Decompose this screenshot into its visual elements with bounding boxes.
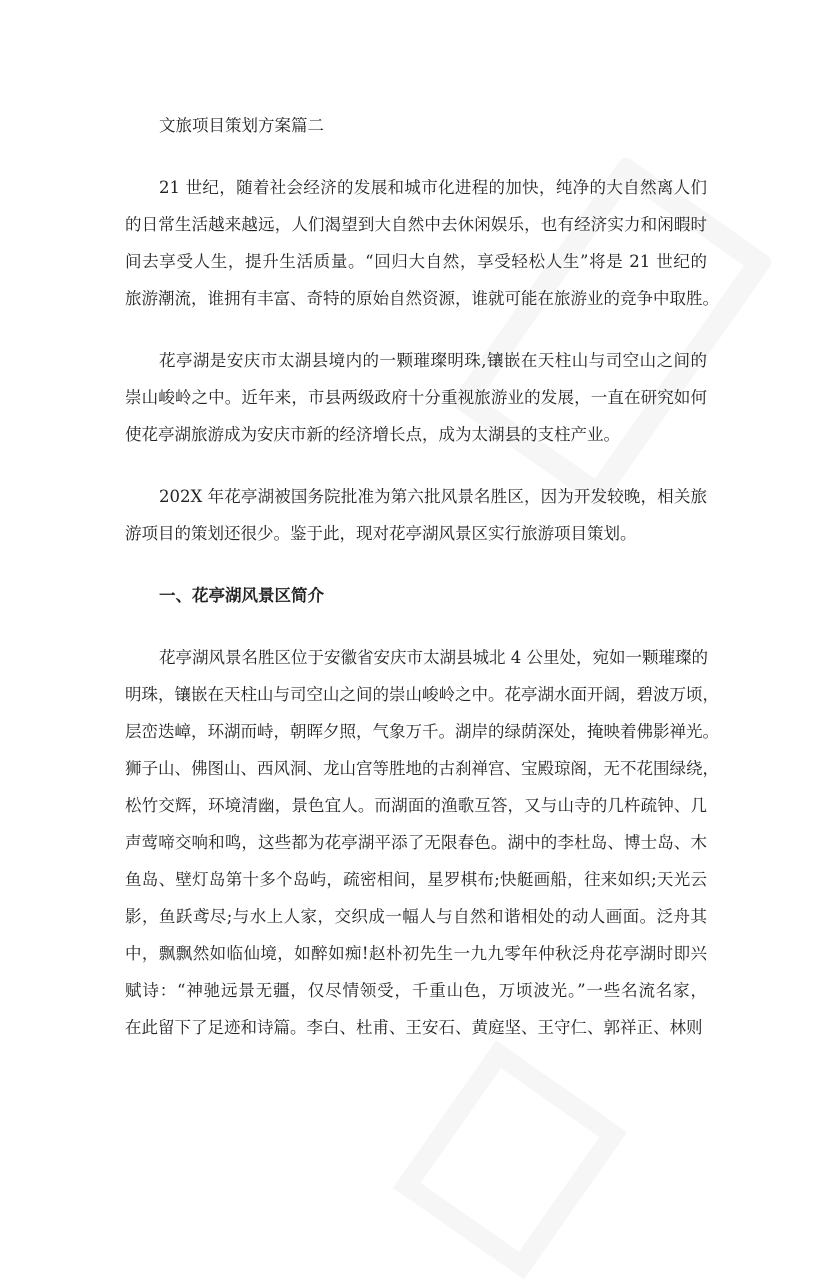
- text-line: 一、花亭湖风景区简介: [159, 586, 324, 605]
- text-line: 使花亭湖旅游成为安庆市新的经济增长点，成为太湖县的支柱产业。: [125, 425, 620, 444]
- text-line: 声莺啼交响和鸣，这些都为花亭湖平添了无限春色。湖中的李杜岛、博士岛、木: [125, 833, 707, 852]
- text-line: 旅游潮流，谁拥有丰富、奇特的原始自然资源，谁就可能在旅游业的竞争中取胜。: [125, 289, 719, 308]
- paragraph: [125, 342, 707, 453]
- text-line: 狮子山、佛图山、西风洞、龙山宫等胜地的古刹禅宫、宝殿琼阁，无不花围绿绕，: [125, 759, 719, 778]
- watermark: [393, 1040, 627, 1279]
- text-line: 花亭湖风景名胜区位于安徽省安庆市太湖县城北 4 公里处，宛如一颗璀璨的: [159, 648, 708, 667]
- text-line: 在此留下了足迹和诗篇。李白、杜甫、王安石、黄庭坚、王守仁、郭祥正、林则: [125, 1018, 703, 1037]
- text-line: 鱼岛、壁灯岛第十多个岛屿，疏密相间，星罗棋布;快艇画船，往来如织;天光云: [125, 870, 707, 889]
- paragraph: [125, 639, 719, 1046]
- text-line: 影，鱼跃鸢尽;与水上人家，交织成一幅人与自然和谐相处的动人画面。泛舟其: [125, 907, 707, 926]
- text-line: 间去享受人生，提升生活质量。“回归大自然，享受轻松人生”将是 21 世纪的: [125, 252, 707, 271]
- document-page: [125, 107, 719, 1071]
- document-title: [125, 107, 707, 144]
- text-line: 中，飘飘然如临仙境，如醉如痴!赵朴初先生一九九零年仲秋泛舟花亭湖时即兴: [125, 944, 707, 963]
- text-line: 202X 年花亭湖被国务院批准为第六批风景名胜区，因为开发较晚，相关旅: [159, 487, 707, 506]
- text-line: 的日常生活越来越远，人们渴望到大自然中去休闲娱乐，也有经济实力和闲暇时: [125, 215, 707, 234]
- paragraph: [125, 478, 707, 552]
- text-line: 明珠，镶嵌在天柱山与司空山之间的崇山峻岭之中。花亭湖水面开阔，碧波万顷，: [125, 685, 719, 704]
- text-line: 文旅项目策划方案篇二: [159, 116, 324, 135]
- text-line: 21 世纪，随着社会经济的发展和城市化进程的加快，纯净的大自然离人们: [159, 178, 707, 197]
- text-line: 花亭湖是安庆市太湖县境内的一颗璀璨明珠,镶嵌在天柱山与司空山之间的: [159, 351, 707, 370]
- section-heading: [125, 577, 707, 614]
- text-line: 游项目的策划还很少。鉴于此，现对花亭湖风景区实行旅游项目策划。: [125, 524, 637, 543]
- text-line: 松竹交辉，环境清幽，景色宜人。而湖面的渔歌互答，又与山寺的几杵疏钟、几: [125, 796, 707, 815]
- text-line: 赋诗：“神驰远景无疆，仅尽情领受，千重山色，万顷波光。”一些名流名家，: [125, 981, 707, 1000]
- text-line: 崇山峻岭之中。近年来，市县两级政府十分重视旅游业的发展，一直在研究如何: [125, 388, 707, 407]
- paragraph: [125, 169, 719, 317]
- text-line: 层峦迭嶂，环湖而峙，朝晖夕照，气象万千。湖岸的绿荫深处，掩映着佛影禅光。: [125, 722, 719, 741]
